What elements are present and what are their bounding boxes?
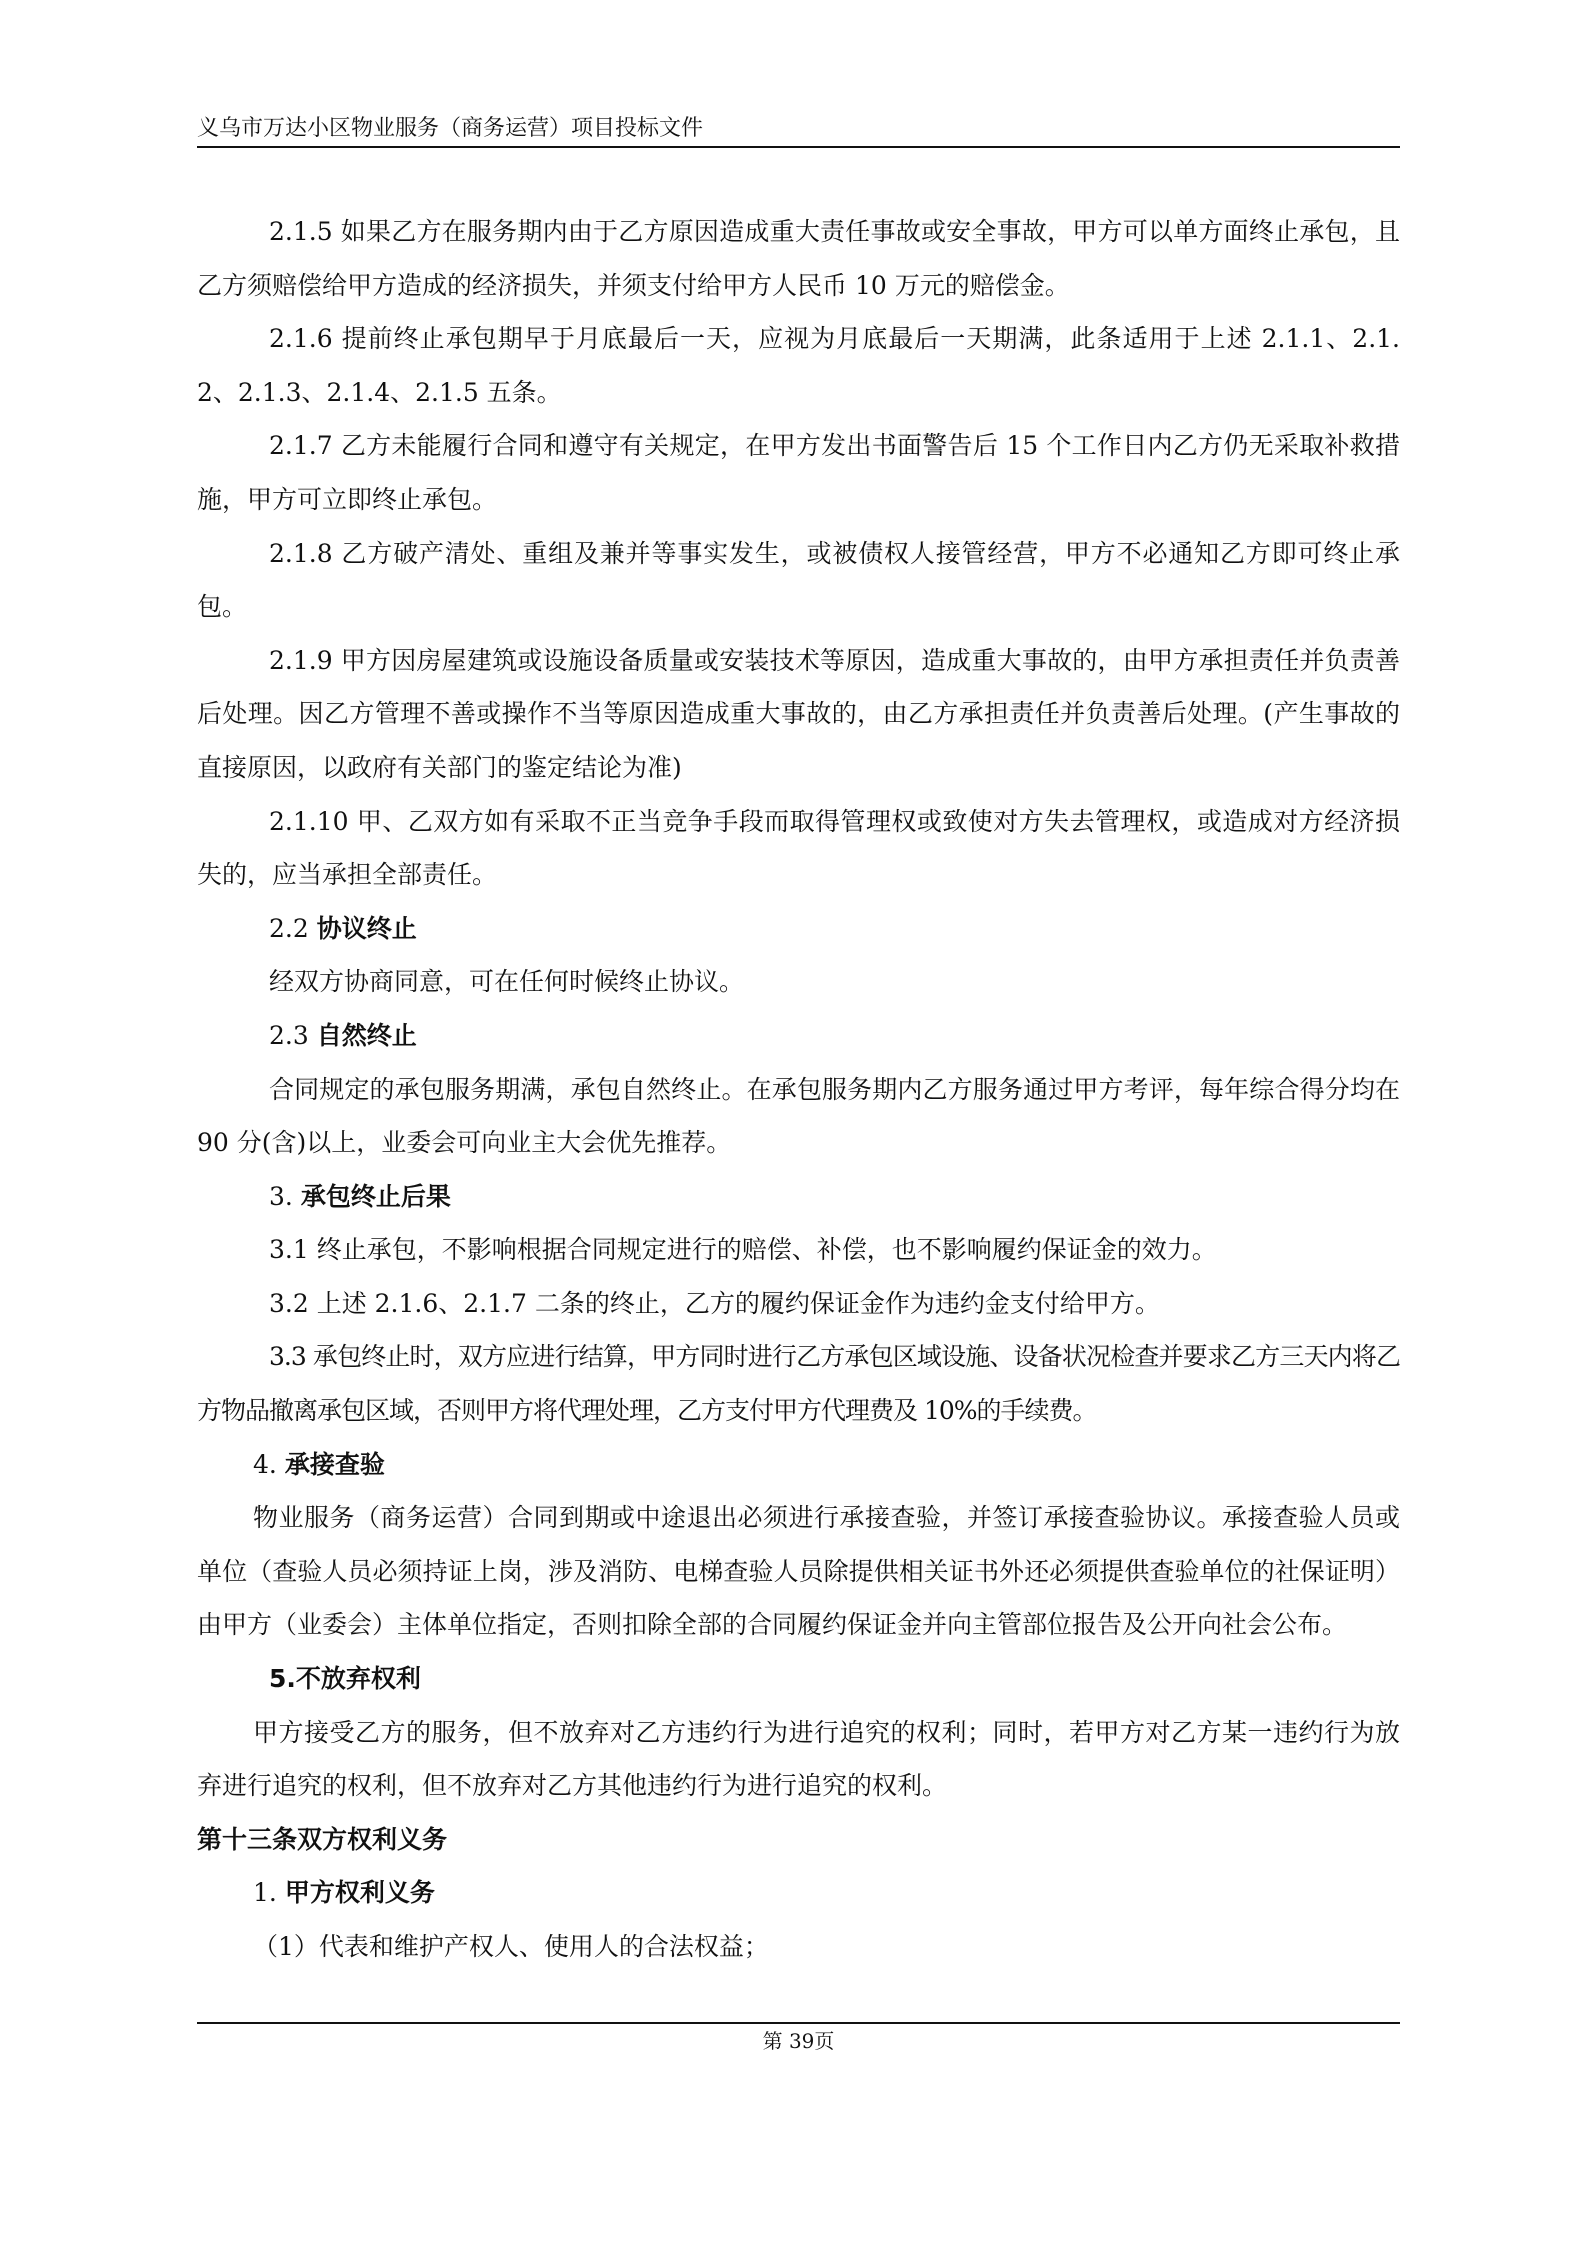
paragraph-2-1-8: 2.1.8 乙方破产清处、重组及兼并等事实发生，或被债权人接管经营，甲方不必通知乙方即可终止承包。 bbox=[197, 538, 1400, 622]
heading-title: 自然终止 bbox=[316, 1020, 417, 1050]
heading-3 bbox=[197, 1170, 1400, 1224]
heading-2-3 bbox=[197, 1009, 1400, 1063]
footer-divider bbox=[197, 2022, 1400, 2024]
heading-title: 甲方权利义务 bbox=[284, 1878, 435, 1908]
header-divider bbox=[197, 146, 1400, 148]
heading-title: 承包终止后果 bbox=[300, 1181, 451, 1211]
heading-number: 1. bbox=[253, 1878, 277, 1908]
heading-5 bbox=[197, 1652, 1400, 1706]
heading-title: 协议终止 bbox=[316, 913, 417, 943]
heading-title: 承接查验 bbox=[284, 1449, 385, 1479]
heading-13-1 bbox=[197, 1866, 1400, 1920]
paragraph-5: 甲方接受乙方的服务，但不放弃对乙方违约行为进行追究的权利；同时，若甲方对乙方某一违约行为放弃进行追究的权利，但不放弃对乙方其他违约行为进行追究的权利。 bbox=[197, 1717, 1400, 1801]
paragraph-2-1-5: 2.1.5 如果乙方在服务期内由于乙方原因造成重大责任事故或安全事故，甲方可以单方面终止承包，且乙方须赔偿给甲方造成的经济损失，并须支付给甲方人民币 10 万元的赔偿金。 bbox=[197, 217, 1400, 300]
paragraph-13-1-1: （1）代表和维护产权人、使用人的合法权益； bbox=[253, 1932, 769, 1961]
paragraph-3-1: 3.1 终止承包，不影响根据合同规定进行的赔偿、补偿，也不影响履约保证金的效力。 bbox=[269, 1235, 1217, 1265]
heading-4 bbox=[197, 1438, 1400, 1492]
paragraph-2-1-7: 2.1.7 乙方未能履行合同和遵守有关规定，在甲方发出书面警告后 15 个工作日内乙方仍无采取补救措施，甲方可立即终止承包。 bbox=[197, 431, 1400, 514]
heading-number: 2.2 bbox=[269, 913, 309, 943]
heading-number: 2.3 bbox=[269, 1020, 309, 1050]
paragraph-2-1-10: 2.1.10 甲、乙双方如有采取不正当竞争手段而取得管理权或致使对方失去管理权，或造成对方经济损失的，应当承担全部责任。 bbox=[197, 806, 1400, 890]
paragraph-2-2: 经双方协商同意，可在任何时候终止协议。 bbox=[269, 967, 745, 997]
heading-number: 3. bbox=[269, 1181, 293, 1211]
page-header: 义乌市万达小区物业服务（商务运营）项目投标文件 bbox=[197, 116, 704, 141]
heading-title: 5.不放弃权利 bbox=[269, 1664, 421, 1694]
heading-number: 4. bbox=[253, 1449, 277, 1479]
paragraph-2-3: 合同规定的承包服务期满，承包自然终止。在承包服务期内乙方服务通过甲方考评，每年综合得分均在 90 分(含)以上，业委会可向业主大会优先推荐。 bbox=[197, 1074, 1400, 1158]
page-number: 第 39页 bbox=[762, 2029, 835, 2053]
article-heading: 第十三条双方权利义务 bbox=[197, 1824, 448, 1854]
page-body bbox=[197, 205, 1400, 1974]
paragraph-3-2: 3.2 上述 2.1.6、2.1.7 二条的终止，乙方的履约保证金作为违约金支付给甲方。 bbox=[269, 1288, 1160, 1318]
paragraph-2-1-6: 2.1.6 提前终止承包期早于月底最后一天，应视为月底最后一天期满，此条适用于上述 2.1.1、2.1.2、2.1.3、2.1.4、2.1.5 五条。 bbox=[197, 324, 1400, 407]
paragraph-4: 物业服务（商务运营）合同到期或中途退出必须进行承接查验，并签订承接查验协议。承接查验人员或单位（查验人员必须持证上岗，涉及消防、电梯查验人员除提供相关证书外还必须提供查验单位的社保证明）由甲方（业委会）主体单位指定，否则扣除全部的合同履约保证金并向主管部位报告及公开向社会公布。 bbox=[197, 1503, 1400, 1640]
paragraph-3-3: 3.3 承包终止时，双方应进行结算，甲方同时进行乙方承包区域设施、设备状况检查并要求乙方三天内将乙方物品撤离承包区域，否则甲方将代理处理，乙方支付甲方代理费及 10%的手续费。 bbox=[197, 1342, 1400, 1426]
heading-2-2 bbox=[197, 902, 1400, 956]
paragraph-2-1-9: 2.1.9 甲方因房屋建筑或设施设备质量或安装技术等原因，造成重大事故的，由甲方承担责任并负责善后处理。因乙方管理不善或操作不当等原因造成重大事故的，由乙方承担责任并负责善后处理。(产生事故的直接原因，以政府有关部门的鉴定结论为准) bbox=[197, 645, 1400, 782]
